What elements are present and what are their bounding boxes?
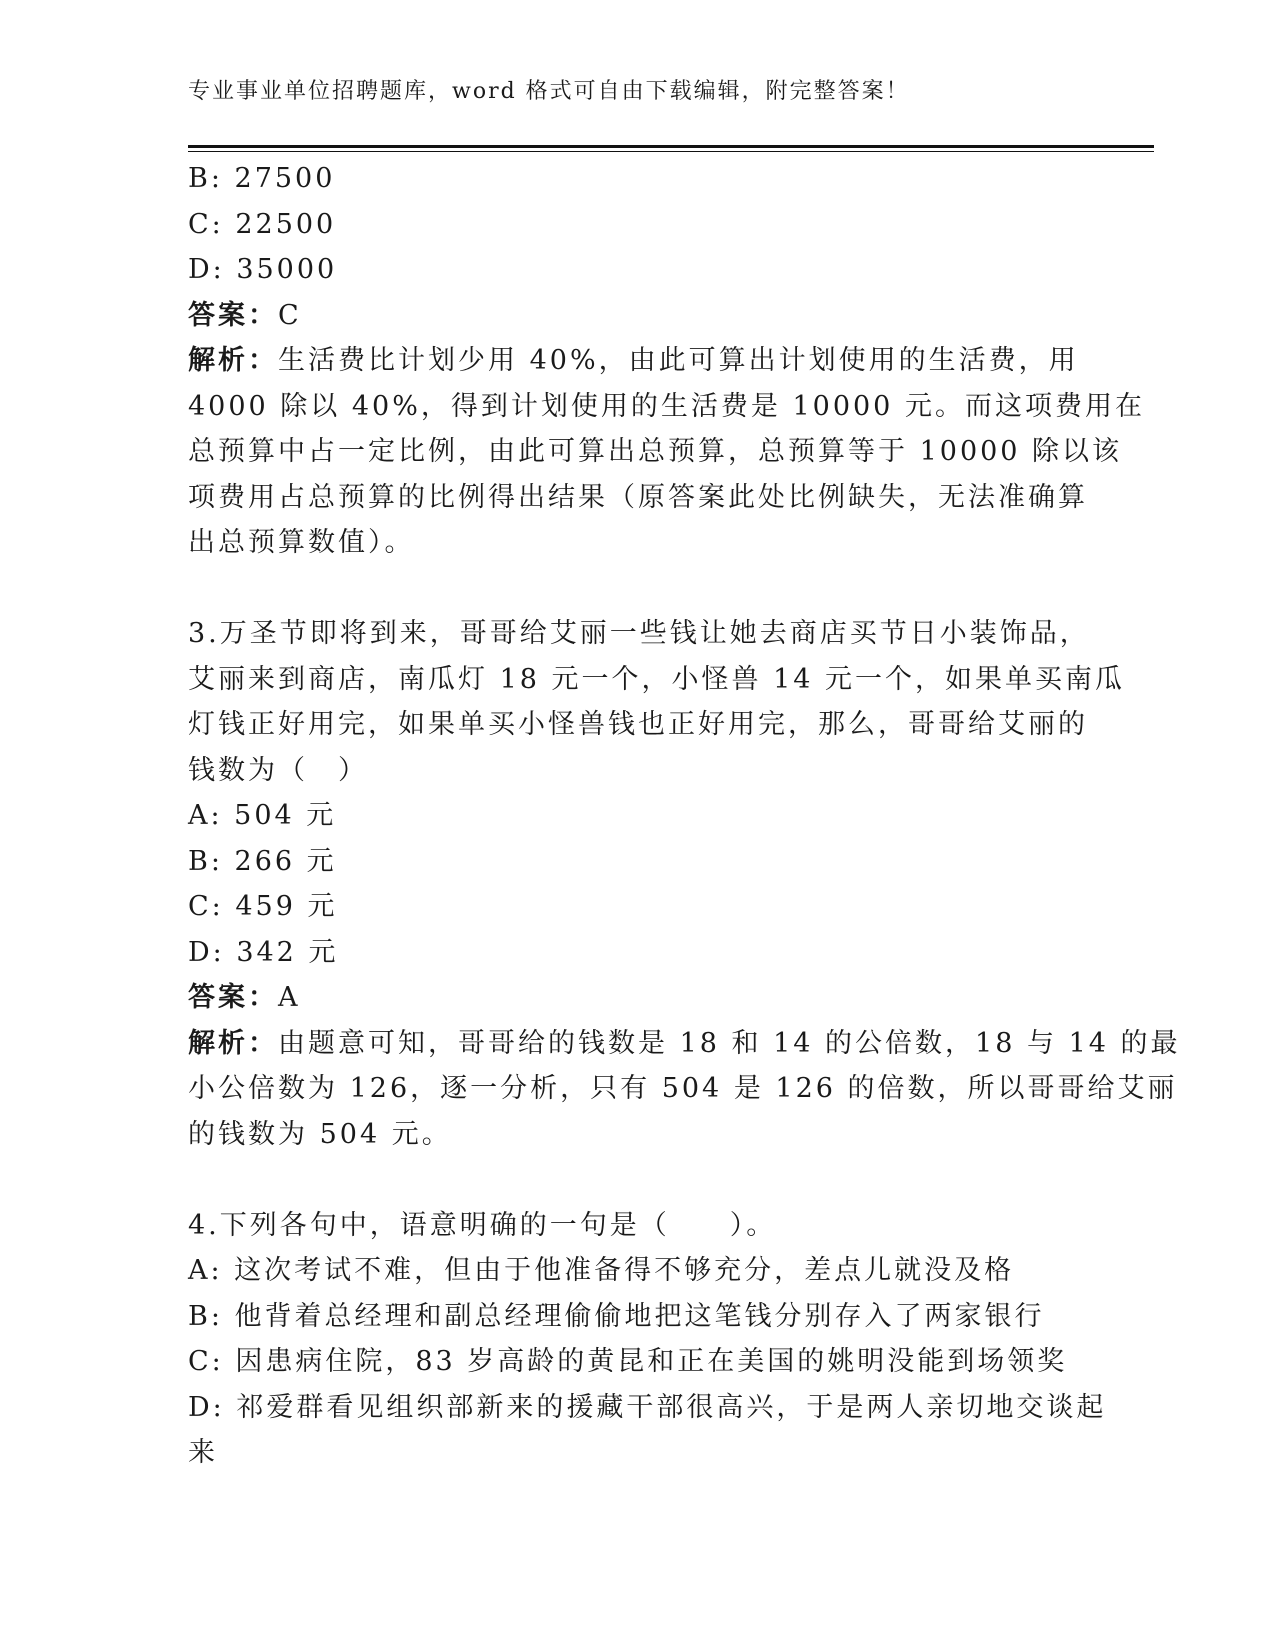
question-stem: 灯钱正好用完，如果单买小怪兽钱也正好用完，那么，哥哥给艾丽的 [188, 709, 1088, 740]
option-c: C: 因患病住院，83 岁高龄的黄昆和正在美国的姚明没能到场领奖 [188, 1346, 1068, 1377]
analysis-text: 4000 除以 40%，得到计划使用的生活费是 10000 元。而这项费用在 [188, 390, 1145, 422]
question-stem: 4.下列各句中，语意明确的一句是（ ）。 [188, 1209, 777, 1241]
answer-line [188, 975, 1088, 1021]
analysis-text: 项费用占总预算的比例得出结果（原答案此处比例缺失，无法准确算 [188, 481, 1088, 513]
spacer [188, 566, 1088, 612]
analysis-label: 解析： [188, 1027, 278, 1059]
analysis-label: 解析： [188, 345, 278, 376]
option-c: C: 459 元 [188, 891, 338, 922]
question-stem: 艾丽来到商店，南瓜灯 18 元一个，小怪兽 14 元一个，如果单买南瓜 [188, 663, 1126, 695]
answer-line [188, 293, 1088, 339]
analysis-text: 出总预算数值）。 [188, 527, 415, 558]
question-3 [188, 611, 1181, 1157]
prev-question [188, 156, 1145, 566]
question-4 [188, 1203, 1107, 1476]
analysis-text: 的钱数为 504 元。 [188, 1118, 452, 1150]
spacer [188, 1157, 1088, 1203]
analysis-text: 生活费比计划少用 40%，由此可算出计划使用的生活费，用 [278, 345, 1079, 376]
option-d: D: 342 元 [188, 936, 339, 968]
option-a: A: 这次考试不难，但由于他准备得不够充分，差点儿就没及格 [188, 1255, 1015, 1286]
option-c: C: 22500 [188, 208, 337, 240]
analysis-text: 由题意可知，哥哥给的钱数是 18 和 14 的公倍数，18 与 14 的最 [278, 1027, 1181, 1059]
option-b: B: 他背着总经理和副总经理偷偷地把这笔钱分别存入了两家银行 [188, 1300, 1045, 1332]
option-b: B: 27500 [188, 163, 336, 194]
page-header-text: 专业事业单位招聘题库，word 格式可自由下载编辑，附完整答案！ [188, 79, 910, 104]
document-body [188, 156, 1181, 1476]
option-d: D: 祁爱群看见组织部新来的援藏干部很高兴，于是两人亲切地交谈起 [188, 1391, 1107, 1423]
answer-label: 答案： [188, 982, 278, 1013]
analysis-line [188, 338, 1088, 384]
option-a: A: 504 元 [188, 800, 337, 831]
option-d: D: 35000 [188, 254, 338, 285]
option-b: B: 266 元 [188, 845, 337, 877]
question-stem: 钱数为（ ） [188, 754, 368, 786]
option-d-continuation: 来 [188, 1437, 218, 1468]
analysis-text: 小公倍数为 126，逐一分析，只有 504 是 126 的倍数，所以哥哥给艾丽 [188, 1073, 1178, 1104]
header-divider [188, 145, 1154, 148]
analysis-line [188, 1021, 1181, 1067]
analysis-text: 总预算中占一定比例，由此可算出总预算，总预算等于 10000 除以该 [188, 436, 1123, 467]
answer-value: A [278, 982, 301, 1013]
answer-value: C [278, 299, 302, 331]
question-stem: 3.万圣节即将到来，哥哥给艾丽一些钱让她去商店买节日小装饰品， [188, 618, 1090, 649]
answer-label: 答案： [188, 299, 278, 331]
